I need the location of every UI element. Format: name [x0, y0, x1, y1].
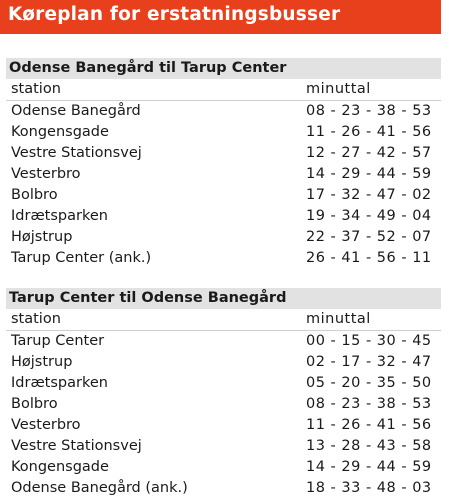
- departure-minutes: 02 - 17 - 32 - 47: [306, 354, 432, 370]
- column-header-minutes: minuttal: [306, 81, 371, 97]
- station-name: Tarup Center (ank.): [11, 250, 152, 266]
- departure-minutes: 22 - 37 - 52 - 07: [306, 229, 432, 245]
- column-header-station: station: [11, 81, 61, 97]
- station-name: Idrætsparken: [11, 208, 108, 224]
- departure-minutes: 14 - 29 - 44 - 59: [306, 166, 432, 182]
- table-row: [6, 436, 441, 457]
- column-header-row: [6, 309, 441, 330]
- table-row: [6, 206, 441, 227]
- departure-minutes: 19 - 34 - 49 - 04: [306, 208, 432, 224]
- title-banner: [0, 0, 441, 34]
- station-name: Højstrup: [11, 229, 73, 245]
- station-name: Bolbro: [11, 187, 58, 203]
- page-title: Køreplan for erstatningsbusser: [8, 4, 341, 25]
- departure-minutes: 17 - 32 - 47 - 02: [306, 187, 432, 203]
- station-name: Vesterbro: [11, 166, 81, 182]
- departure-minutes: 08 - 23 - 38 - 53: [306, 396, 432, 412]
- timetable-section-outbound: [6, 58, 441, 269]
- table-row: [6, 373, 441, 394]
- column-header-row: [6, 79, 441, 100]
- table-row: [6, 415, 441, 436]
- table-row: [6, 331, 441, 352]
- table-row: [6, 164, 441, 185]
- station-name: Vestre Stationsvej: [11, 145, 142, 161]
- station-name: Bolbro: [11, 396, 58, 412]
- station-name: Højstrup: [11, 354, 73, 370]
- section-header: Tarup Center til Odense Banegård: [6, 288, 441, 309]
- table-row: [6, 457, 441, 478]
- departure-minutes: 14 - 29 - 44 - 59: [306, 459, 432, 475]
- table-row: [6, 394, 441, 415]
- table-row: [6, 478, 441, 499]
- table-row: [6, 227, 441, 248]
- table-row: [6, 185, 441, 206]
- departure-minutes: 11 - 26 - 41 - 56: [306, 124, 432, 140]
- station-name: Tarup Center: [11, 333, 105, 349]
- station-name: Kongensgade: [11, 459, 109, 475]
- departure-minutes: 18 - 33 - 48 - 03: [306, 480, 432, 496]
- departure-minutes: 13 - 28 - 43 - 58: [306, 438, 432, 454]
- station-name: Idrætsparken: [11, 375, 108, 391]
- section-header: Odense Banegård til Tarup Center: [6, 58, 441, 79]
- departure-minutes: 08 - 23 - 38 - 53: [306, 103, 432, 119]
- station-name: Vesterbro: [11, 417, 81, 433]
- departure-minutes: 12 - 27 - 42 - 57: [306, 145, 432, 161]
- table-row: [6, 122, 441, 143]
- station-name: Odense Banegård: [11, 103, 141, 119]
- table-row: [6, 248, 441, 269]
- departure-minutes: 11 - 26 - 41 - 56: [306, 417, 432, 433]
- table-row: [6, 352, 441, 373]
- station-name: Kongensgade: [11, 124, 109, 140]
- table-row: [6, 101, 441, 122]
- departure-minutes: 00 - 15 - 30 - 45: [306, 333, 432, 349]
- station-name: Odense Banegård (ank.): [11, 480, 188, 496]
- departure-minutes: 26 - 41 - 56 - 11: [306, 250, 432, 266]
- departure-minutes: 05 - 20 - 35 - 50: [306, 375, 432, 391]
- station-name: Vestre Stationsvej: [11, 438, 142, 454]
- column-header-minutes: minuttal: [306, 311, 371, 327]
- column-header-station: station: [11, 311, 61, 327]
- table-row: [6, 143, 441, 164]
- timetable-section-return: [6, 288, 441, 499]
